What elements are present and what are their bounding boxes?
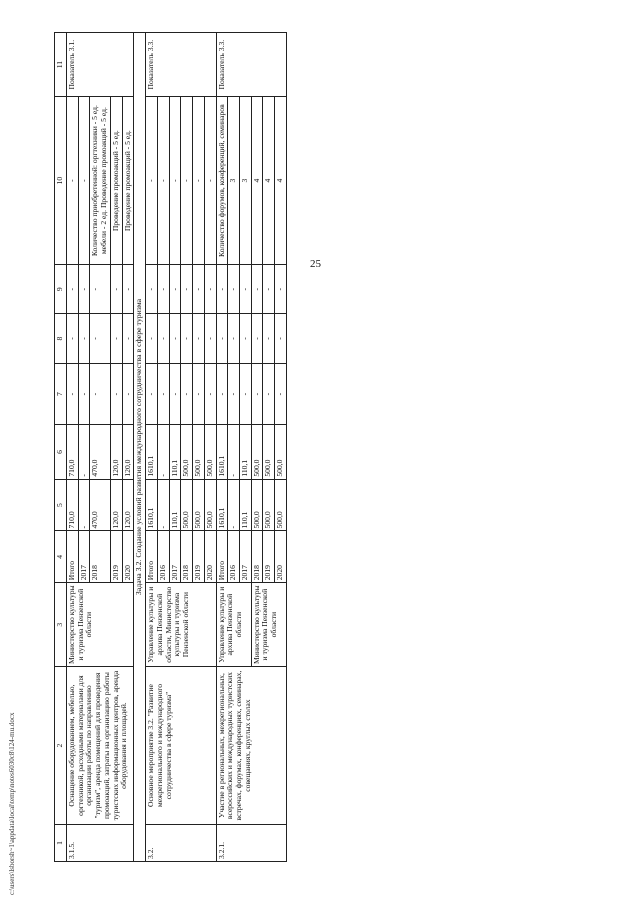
header-cell: 1 xyxy=(55,825,67,862)
value-cell: - xyxy=(251,265,263,314)
year-cell: 2018 xyxy=(251,531,263,583)
executor: Управление культуры и архива Пензенской области xyxy=(216,583,251,667)
value-cell: 710,0 xyxy=(67,479,79,531)
value-cell: 500,0 xyxy=(204,479,216,531)
value-cell: - xyxy=(78,479,90,531)
result-cell: - xyxy=(157,97,169,265)
header-cell: 5 xyxy=(55,479,67,531)
value-cell: - xyxy=(122,314,134,363)
year-cell: 2019 xyxy=(263,531,275,583)
value-cell: - xyxy=(169,265,181,314)
value-cell: - xyxy=(78,425,90,479)
value-cell: - xyxy=(228,479,240,531)
value-cell: 500,0 xyxy=(204,425,216,479)
indicator-cell: Показатель 3.1. xyxy=(67,33,134,97)
result-cell: - xyxy=(78,97,90,265)
header-cell: 8 xyxy=(55,314,67,363)
year-cell: 2017 xyxy=(78,531,90,583)
result-cell: Проведение промоакций - 5 ед. xyxy=(110,97,122,265)
year-cell: 2020 xyxy=(275,531,287,583)
value-cell: - xyxy=(240,314,252,363)
result-cell: - xyxy=(204,97,216,265)
value-cell: - xyxy=(181,265,193,314)
value-cell: - xyxy=(216,265,228,314)
year-cell: 2020 xyxy=(204,531,216,583)
value-cell: - xyxy=(157,479,169,531)
value-cell: 1610,1 xyxy=(146,479,158,531)
value-cell: - xyxy=(204,363,216,425)
result-cell: 3 xyxy=(228,97,240,265)
value-cell: - xyxy=(263,265,275,314)
value-cell: 470,0 xyxy=(90,425,110,479)
indicator-cell: Показатель 3.3. xyxy=(146,33,216,97)
value-cell: 500,0 xyxy=(251,479,263,531)
value-cell: - xyxy=(110,314,122,363)
value-cell: - xyxy=(263,363,275,425)
value-cell: - xyxy=(240,265,252,314)
row-number: 3.2. xyxy=(146,825,216,862)
table-row xyxy=(146,33,158,862)
activity-name: Основное мероприятие 3.2. "Развитие межрегионального и международного сотрудничества в сфере туризма" xyxy=(146,667,216,825)
header-cell: 9 xyxy=(55,265,67,314)
value-cell: 110,1 xyxy=(169,425,181,479)
value-cell: 120,0 xyxy=(122,479,134,531)
value-cell: - xyxy=(146,363,158,425)
value-cell: - xyxy=(67,363,79,425)
activity-name: Оснащение оборудованием, мебелью, оргтехникой, расходными материалами для организации работы по направлению "туризм", аренда помещений для проведения промоакций, затраты на организацию работы туристских информационных центров, аренда оборудования и площадей. xyxy=(67,667,134,825)
value-cell: - xyxy=(157,425,169,479)
value-cell: - xyxy=(169,363,181,425)
value-cell: - xyxy=(122,363,134,425)
value-cell: - xyxy=(263,314,275,363)
rotated-table-container xyxy=(54,32,614,862)
value-cell: - xyxy=(275,314,287,363)
header-cell: 11 xyxy=(55,33,67,97)
value-cell: 500,0 xyxy=(263,425,275,479)
value-cell: 1610,1 xyxy=(146,425,158,479)
value-cell: 110,1 xyxy=(240,425,252,479)
result-cell: Количество форумов, конференций, семинаров xyxy=(216,97,228,265)
value-cell: 500,0 xyxy=(181,425,193,479)
value-cell: 500,0 xyxy=(275,479,287,531)
year-cell: 2018 xyxy=(181,531,193,583)
year-cell: 2019 xyxy=(110,531,122,583)
value-cell: - xyxy=(228,363,240,425)
value-cell: - xyxy=(228,265,240,314)
executor: Министерство культуры и туризма Пензенской области xyxy=(67,583,134,667)
value-cell: 120,0 xyxy=(110,425,122,479)
header-cell: 6 xyxy=(55,425,67,479)
program-table xyxy=(54,32,287,862)
result-cell: - xyxy=(169,97,181,265)
header-cell: 10 xyxy=(55,97,67,265)
value-cell: - xyxy=(67,314,79,363)
value-cell: 500,0 xyxy=(181,479,193,531)
value-cell: - xyxy=(146,265,158,314)
result-cell: - xyxy=(146,97,158,265)
header-row xyxy=(55,33,67,862)
executor: Управление культуры и архива Пензенской области, Министерство культуры и туризма Пензенской области xyxy=(146,583,216,667)
value-cell: - xyxy=(90,265,110,314)
result-cell: 4 xyxy=(251,97,263,265)
value-cell: 470,0 xyxy=(90,479,110,531)
value-cell: - xyxy=(216,314,228,363)
year-cell: 2017 xyxy=(240,531,252,583)
value-cell: 110,1 xyxy=(240,479,252,531)
year-cell: 2017 xyxy=(169,531,181,583)
value-cell: - xyxy=(193,265,205,314)
header-cell: 2 xyxy=(55,667,67,825)
result-cell: 3 xyxy=(240,97,252,265)
value-cell: - xyxy=(204,314,216,363)
row-number: 3.2.1. xyxy=(216,825,286,862)
page-number: 25 xyxy=(310,258,321,270)
header-cell: 4 xyxy=(55,531,67,583)
value-cell: - xyxy=(157,314,169,363)
result-cell: Проведение промоакций - 5 ед. xyxy=(122,97,134,265)
value-cell: 500,0 xyxy=(193,425,205,479)
table-row xyxy=(216,33,228,862)
value-cell: 500,0 xyxy=(193,479,205,531)
value-cell: - xyxy=(251,314,263,363)
value-cell: - xyxy=(204,265,216,314)
value-cell: 1610,1 xyxy=(216,479,228,531)
result-cell: 4 xyxy=(263,97,275,265)
value-cell: - xyxy=(181,363,193,425)
value-cell: 500,0 xyxy=(263,479,275,531)
value-cell: - xyxy=(78,363,90,425)
value-cell: 710,0 xyxy=(67,425,79,479)
value-cell: - xyxy=(90,363,110,425)
value-cell: - xyxy=(193,314,205,363)
file-path-footer: c:\users\lsborsh~1\appdata\local\temp\notes6030c8\124-mu.docx xyxy=(8,712,16,895)
value-cell: 500,0 xyxy=(251,425,263,479)
value-cell: - xyxy=(110,363,122,425)
value-cell: - xyxy=(157,265,169,314)
value-cell: - xyxy=(181,314,193,363)
year-cell: 2019 xyxy=(193,531,205,583)
year-cell: 2020 xyxy=(122,531,134,583)
year-cell: 2016 xyxy=(157,531,169,583)
value-cell: - xyxy=(275,265,287,314)
row-number: 3.1.5. xyxy=(67,825,134,862)
activity-name: Участие в региональных, межрегиональных, всероссийских и международных туристских встречах, форумах, конференциях, семинарах, совещаниях, круглых столах xyxy=(216,667,286,825)
indicator-cell: Показатель 3.3. xyxy=(216,33,286,97)
value-cell: 500,0 xyxy=(275,425,287,479)
value-cell: - xyxy=(67,265,79,314)
year-cell: Итого xyxy=(67,531,79,583)
table-row xyxy=(67,33,79,862)
value-cell: - xyxy=(251,363,263,425)
value-cell: - xyxy=(169,314,181,363)
value-cell: - xyxy=(193,363,205,425)
value-cell: 120,0 xyxy=(110,479,122,531)
year-cell: Итого xyxy=(216,531,228,583)
value-cell: 120,0 xyxy=(122,425,134,479)
task-row xyxy=(134,33,146,862)
year-cell: 2018 xyxy=(90,531,110,583)
executor: Министерство культуры и туризма Пензенской области xyxy=(251,583,286,667)
value-cell: 110,1 xyxy=(169,479,181,531)
value-cell: - xyxy=(78,314,90,363)
header-cell: 3 xyxy=(55,583,67,667)
result-cell: - xyxy=(193,97,205,265)
result-cell: - xyxy=(181,97,193,265)
task-title: Задача 3.2. Создание условий развития международного сотрудничества в сфере туризма xyxy=(134,33,146,862)
result-cell: - xyxy=(67,97,79,265)
value-cell: - xyxy=(110,265,122,314)
header-cell: 7 xyxy=(55,363,67,425)
value-cell: - xyxy=(90,314,110,363)
value-cell: - xyxy=(228,425,240,479)
value-cell: - xyxy=(157,363,169,425)
value-cell: 1610,1 xyxy=(216,425,228,479)
result-cell: 4 xyxy=(275,97,287,265)
value-cell: - xyxy=(275,363,287,425)
value-cell: - xyxy=(78,265,90,314)
value-cell: - xyxy=(228,314,240,363)
result-cell: Количество приобретенной: оргтехники - 5 ед. мебели - 2 ед. Проведение промоакций - 5 ед. xyxy=(90,97,110,265)
value-cell: - xyxy=(216,363,228,425)
year-cell: 2016 xyxy=(228,531,240,583)
value-cell: - xyxy=(240,363,252,425)
value-cell: - xyxy=(146,314,158,363)
value-cell: - xyxy=(122,265,134,314)
year-cell: Итого xyxy=(146,531,158,583)
